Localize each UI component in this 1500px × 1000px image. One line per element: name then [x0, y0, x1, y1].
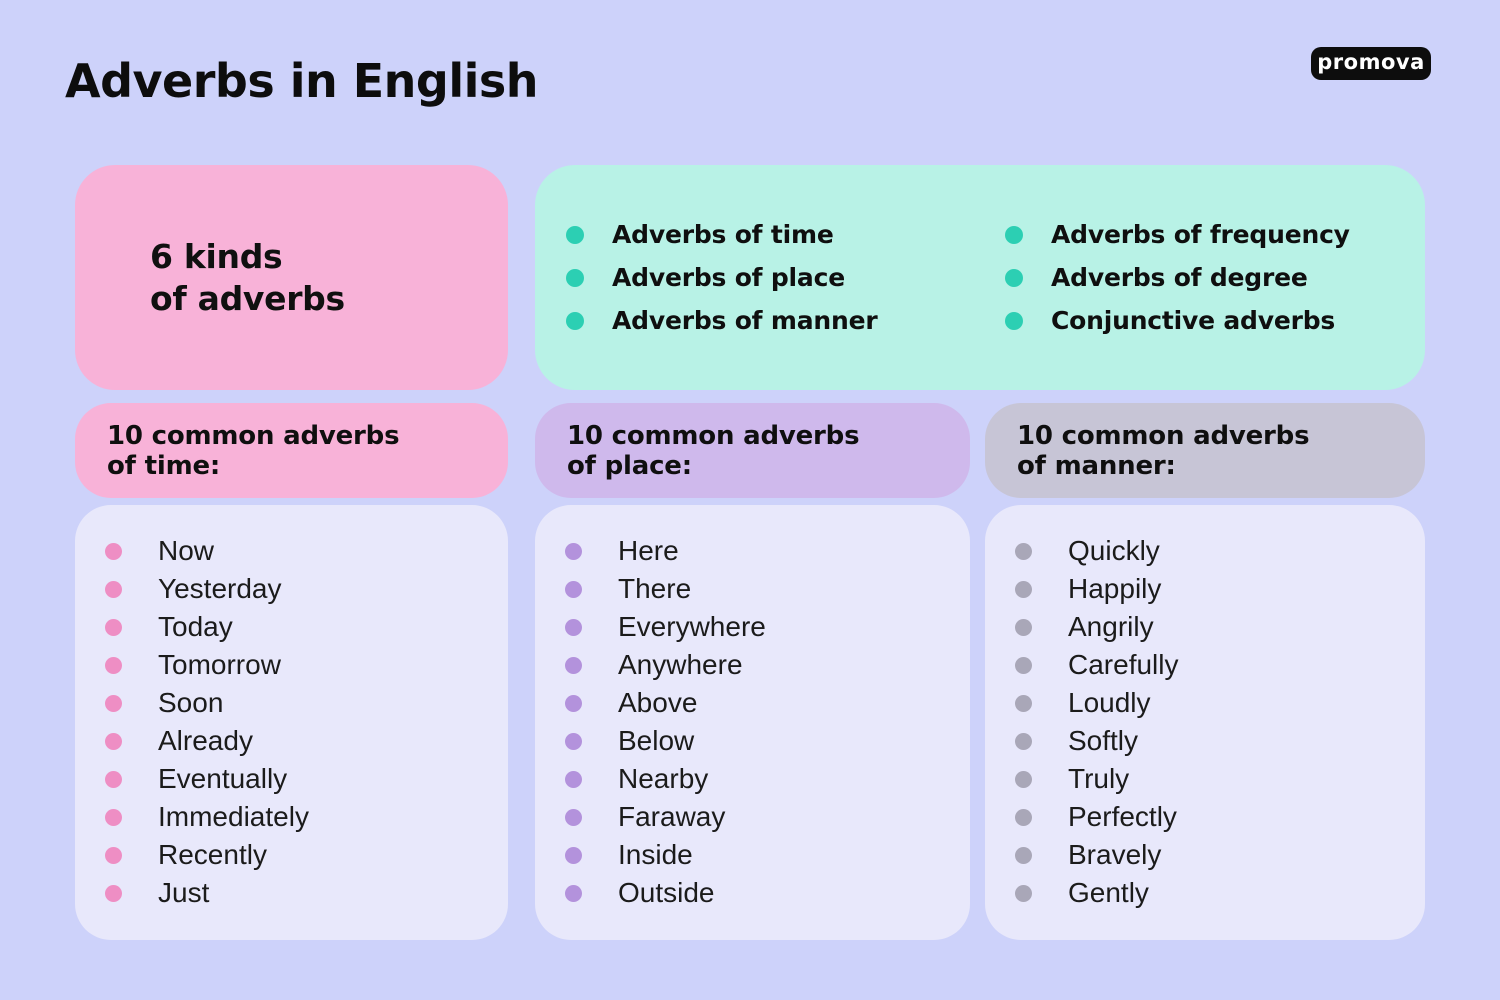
- adverb-label: Recently: [158, 839, 267, 870]
- bullet-icon: [105, 885, 122, 902]
- list-item: [535, 646, 970, 684]
- list-item: [1005, 256, 1350, 299]
- kind-label: Adverbs of manner: [612, 306, 878, 335]
- adverb-label: Gently: [1068, 877, 1149, 908]
- adverb-label: Above: [618, 687, 698, 718]
- bullet-icon: [105, 657, 122, 674]
- list-item: [985, 874, 1425, 912]
- list-item: [75, 836, 508, 874]
- list-item: [535, 798, 970, 836]
- header-line: 10 common adverbs: [107, 420, 400, 451]
- list-item: [985, 760, 1425, 798]
- header-adverbs-of-time: [75, 403, 508, 498]
- list-item: [75, 646, 508, 684]
- bullet-icon: [1015, 695, 1032, 712]
- adverb-label: Immediately: [158, 801, 309, 832]
- list-item: [535, 608, 970, 646]
- adverb-label: Tomorrow: [158, 649, 281, 680]
- bullet-icon: [1005, 269, 1023, 287]
- list-adverbs-of-place: [535, 505, 970, 940]
- adverb-label: Here: [618, 535, 679, 566]
- bullet-icon: [565, 657, 582, 674]
- list-item: [535, 760, 970, 798]
- bullet-icon: [565, 581, 582, 598]
- bullet-icon: [565, 771, 582, 788]
- bullet-icon: [566, 226, 584, 244]
- bullet-icon: [105, 847, 122, 864]
- list-item: [566, 299, 974, 342]
- bullet-icon: [565, 733, 582, 750]
- header-adverbs-of-place: [535, 403, 970, 498]
- adverb-label: Inside: [618, 839, 693, 870]
- kinds-card-title-line2: of adverbs: [150, 278, 345, 318]
- list-item: [535, 722, 970, 760]
- bullet-icon: [1015, 885, 1032, 902]
- bullet-icon: [565, 885, 582, 902]
- list-adverbs-of-time: [75, 505, 508, 940]
- list-item: [535, 570, 970, 608]
- list-item: [1005, 213, 1350, 256]
- adverb-label: Nearby: [618, 763, 709, 794]
- kinds-list-card: [535, 165, 1425, 390]
- adverb-label: There: [618, 573, 692, 604]
- list-item: [75, 722, 508, 760]
- bullet-icon: [1005, 226, 1023, 244]
- bullet-icon: [1015, 771, 1032, 788]
- list-item: [985, 836, 1425, 874]
- bullet-icon: [565, 543, 582, 560]
- adverb-label: Just: [158, 877, 210, 908]
- list-item: [75, 608, 508, 646]
- adverb-label: Truly: [1068, 763, 1130, 794]
- promova-logo-text: promova: [1317, 50, 1425, 74]
- bullet-icon: [105, 771, 122, 788]
- bullet-icon: [1015, 619, 1032, 636]
- adverb-label: Anywhere: [618, 649, 743, 680]
- kind-label: Adverbs of place: [612, 263, 845, 292]
- adverb-label: Today: [158, 611, 233, 642]
- list-item: [75, 684, 508, 722]
- list-adverbs-of-manner: [985, 505, 1425, 940]
- header-line: 10 common adverbs: [1017, 420, 1310, 451]
- kinds-list-left-column: [566, 213, 974, 342]
- bullet-icon: [566, 312, 584, 330]
- promova-logo: [1311, 47, 1431, 80]
- list-item: [535, 532, 970, 570]
- bullet-icon: [565, 695, 582, 712]
- adverb-label: Now: [158, 535, 215, 566]
- list-item: [75, 532, 508, 570]
- bullet-icon: [565, 847, 582, 864]
- list-item: [535, 684, 970, 722]
- adverb-label: Happily: [1068, 573, 1162, 604]
- kinds-card-title-line1: 6 kinds: [150, 236, 283, 276]
- header-line: of place:: [567, 450, 692, 481]
- adverb-label: Loudly: [1068, 687, 1151, 718]
- adverb-label: Already: [158, 725, 253, 756]
- adverb-label: Softly: [1068, 725, 1139, 756]
- list-item: [535, 836, 970, 874]
- adverb-label: Everywhere: [618, 611, 766, 642]
- adverb-label: Carefully: [1068, 649, 1179, 680]
- adverb-label: Outside: [618, 877, 715, 908]
- page-title: Adverbs in English: [65, 54, 539, 108]
- bullet-icon: [1015, 657, 1032, 674]
- bullet-icon: [105, 809, 122, 826]
- bullet-icon: [1005, 312, 1023, 330]
- kind-label: Conjunctive adverbs: [1051, 306, 1336, 335]
- adverb-label: Yesterday: [158, 573, 282, 604]
- list-item: [75, 760, 508, 798]
- list-item: [985, 798, 1425, 836]
- bullet-icon: [105, 581, 122, 598]
- bullet-icon: [105, 695, 122, 712]
- list-item: [566, 213, 974, 256]
- bullet-icon: [566, 269, 584, 287]
- header-line: of time:: [107, 450, 221, 481]
- adverb-label: Faraway: [618, 801, 726, 832]
- bullet-icon: [565, 619, 582, 636]
- bullet-icon: [565, 809, 582, 826]
- adverb-label: Quickly: [1068, 535, 1160, 566]
- kind-label: Adverbs of degree: [1051, 263, 1308, 292]
- list-item: [566, 256, 974, 299]
- list-item: [1005, 299, 1350, 342]
- list-item: [985, 532, 1425, 570]
- header-line: 10 common adverbs: [567, 420, 860, 451]
- kinds-list-right-column: [1005, 213, 1350, 342]
- list-item: [535, 874, 970, 912]
- list-item: [985, 722, 1425, 760]
- list-item: [75, 570, 508, 608]
- bullet-icon: [1015, 809, 1032, 826]
- adverb-label: Eventually: [158, 763, 288, 794]
- header-adverbs-of-manner: [985, 403, 1425, 498]
- adverb-label: Soon: [158, 687, 224, 718]
- list-item: [75, 798, 508, 836]
- adverb-label: Angrily: [1068, 611, 1154, 642]
- kinds-card: [75, 165, 508, 390]
- bullet-icon: [105, 619, 122, 636]
- kind-label: Adverbs of frequency: [1051, 220, 1350, 249]
- bullet-icon: [105, 733, 122, 750]
- list-item: [985, 646, 1425, 684]
- list-item: [75, 874, 508, 912]
- kind-label: Adverbs of time: [612, 220, 834, 249]
- list-item: [985, 608, 1425, 646]
- adverb-label: Perfectly: [1068, 801, 1177, 832]
- bullet-icon: [1015, 581, 1032, 598]
- bullet-icon: [1015, 543, 1032, 560]
- list-item: [985, 570, 1425, 608]
- bullet-icon: [105, 543, 122, 560]
- bullet-icon: [1015, 733, 1032, 750]
- bullet-icon: [1015, 847, 1032, 864]
- adverb-label: Bravely: [1068, 839, 1162, 870]
- list-item: [985, 684, 1425, 722]
- adverb-label: Below: [618, 725, 695, 756]
- header-line: of manner:: [1017, 450, 1176, 481]
